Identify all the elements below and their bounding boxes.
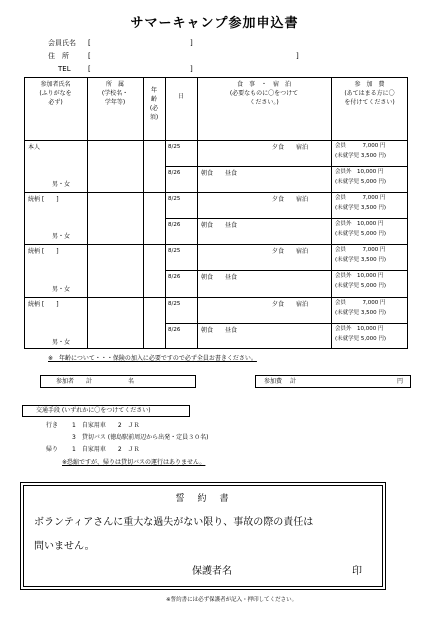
tel-bracket-open: [ (88, 65, 91, 73)
fee-total-label-main: 参加費 (264, 378, 283, 385)
row-name: 続柄 [ ] (28, 301, 59, 308)
pledge-body-line2: 問いません。 (34, 541, 95, 552)
header-day: 日 (177, 93, 184, 100)
member-name-field[interactable] (94, 38, 186, 48)
row-name: 続柄 [ ] (28, 196, 59, 203)
transport-go-label: 行き (46, 422, 59, 429)
fee-nonmember[interactable]: 会員外 10,000 円 (335, 169, 384, 175)
tel-bracket-close: ] (190, 65, 193, 73)
member-name-bracket-close: ] (190, 39, 193, 47)
fee-member-child: (未就学児 3,500 円) (335, 310, 387, 316)
row-gender[interactable]: 男・女 (52, 233, 71, 240)
pledge-body-line1: ボランティアさんに重大な過失がない限り、事故の際の責任は (34, 517, 314, 528)
pledge-title: 誓 約 書 (175, 494, 231, 504)
page-title: サマーキャンプ参加申込書 (130, 16, 299, 31)
fee-member[interactable]: 会員 7,000 円 (335, 195, 386, 201)
fee-member[interactable]: 会員 7,000 円 (335, 247, 386, 253)
member-name-bracket-open: [ (88, 39, 91, 47)
transport-go-option-1[interactable]: 1 自家用車 2 ＪＲ (72, 422, 140, 429)
row-meal-day2[interactable]: 朝食 昼食 (201, 170, 238, 177)
header-meal: 食 事 ・ 宿 泊 (必要なものに〇をつけて ください。) (229, 81, 299, 106)
row-day2: 8/26 (168, 327, 181, 333)
fee-nonmember-child: (未就学児 5,000 円) (335, 336, 387, 342)
row-day2: 8/26 (168, 170, 181, 176)
guardian-name-field[interactable] (242, 565, 346, 579)
row-meal-day1[interactable]: 夕食 宿泊 (272, 144, 309, 151)
fee-nonmember-child: (未就学児 5,000 円) (335, 231, 387, 237)
address-field[interactable] (94, 51, 292, 61)
row-meal-day2[interactable]: 朝食 昼食 (201, 327, 238, 334)
tel-label: TEL (58, 65, 71, 73)
row-day2: 8/26 (168, 274, 181, 280)
row-gender[interactable]: 男・女 (52, 181, 71, 188)
row-name: 続柄 [ ] (28, 248, 59, 255)
row-day1: 8/25 (168, 196, 181, 202)
fee-nonmember[interactable]: 会員外 10,000 円 (335, 273, 384, 279)
row-day2: 8/26 (168, 222, 181, 228)
row-meal-day1[interactable]: 夕食 宿泊 (272, 248, 309, 255)
fee-total-label: 計 (290, 378, 297, 385)
fee-nonmember-child: (未就学児 5,000 円) (335, 283, 387, 289)
participants-total-label: 計 (86, 378, 93, 385)
fee-member-child: (未就学児 3,500 円) (335, 205, 387, 211)
row-day1: 8/25 (168, 144, 181, 150)
transport-go-option-2[interactable]: 3 貸切バス (徳島駅前周辺から出発・定員３０名) (72, 434, 209, 441)
fee-total-unit: 円 (397, 378, 404, 385)
row-meal-day1[interactable]: 夕食 宿泊 (272, 301, 309, 308)
participants-unit: 名 (128, 378, 135, 385)
transport-note: ※恐縮ですが、帰りは貸切バスの運行はありません。 (62, 459, 206, 466)
age-note: ※ 年齢について・・・保険の加入に必要ですので必ず全員お書きください。 (48, 355, 257, 362)
seal-mark: 印 (352, 566, 362, 577)
row-day1: 8/25 (168, 248, 181, 254)
address-label: 住 所 (48, 52, 69, 60)
transport-return-option-1[interactable]: 1 自家用車 2 ＪＲ (72, 446, 140, 453)
address-bracket-close: ] (296, 52, 299, 60)
tel-field[interactable] (94, 64, 186, 74)
fee-member[interactable]: 会員 7,000 円 (335, 300, 386, 306)
member-name-label: 会員氏名 (48, 39, 76, 47)
transport-title: 交通手段 (いずれかに〇をつけてください) (36, 407, 151, 414)
header-name: 参加者氏名 (ふりがなを 必ず) (39, 81, 72, 106)
row-gender[interactable]: 男・女 (52, 286, 71, 293)
row-name: 本人 (28, 144, 41, 151)
footer-note: ※誓約書には必ず保護者が記入・押印してください。 (166, 597, 298, 603)
participants-label: 参加者 (56, 378, 75, 385)
fee-member-child: (未就学児 3,500 円) (335, 257, 387, 263)
fee-nonmember[interactable]: 会員外 10,000 円 (335, 221, 384, 227)
transport-return-label: 帰り (46, 446, 59, 453)
row-meal-day2[interactable]: 朝食 昼食 (201, 222, 238, 229)
header-affiliation: 所 属 (学校名・ 学年等) (101, 81, 129, 106)
row-meal-day2[interactable]: 朝食 昼食 (201, 274, 238, 281)
header-age: 年 齢 (必 須) (149, 87, 159, 121)
header-fee: 参 加 費 (あてはまる方に〇 を付けてください) (344, 81, 395, 106)
row-meal-day1[interactable]: 夕食 宿泊 (272, 196, 309, 203)
row-day1: 8/25 (168, 301, 181, 307)
fee-member-child: (未就学児 3,500 円) (335, 153, 387, 159)
fee-nonmember[interactable]: 会員外 10,000 円 (335, 326, 384, 332)
guardian-label: 保護者名 (192, 566, 232, 577)
fee-nonmember-child: (未就学児 5,000 円) (335, 179, 387, 185)
fee-member[interactable]: 会員 7,000 円 (335, 143, 386, 149)
address-bracket-open: [ (88, 52, 91, 60)
row-gender[interactable]: 男・女 (52, 339, 71, 346)
